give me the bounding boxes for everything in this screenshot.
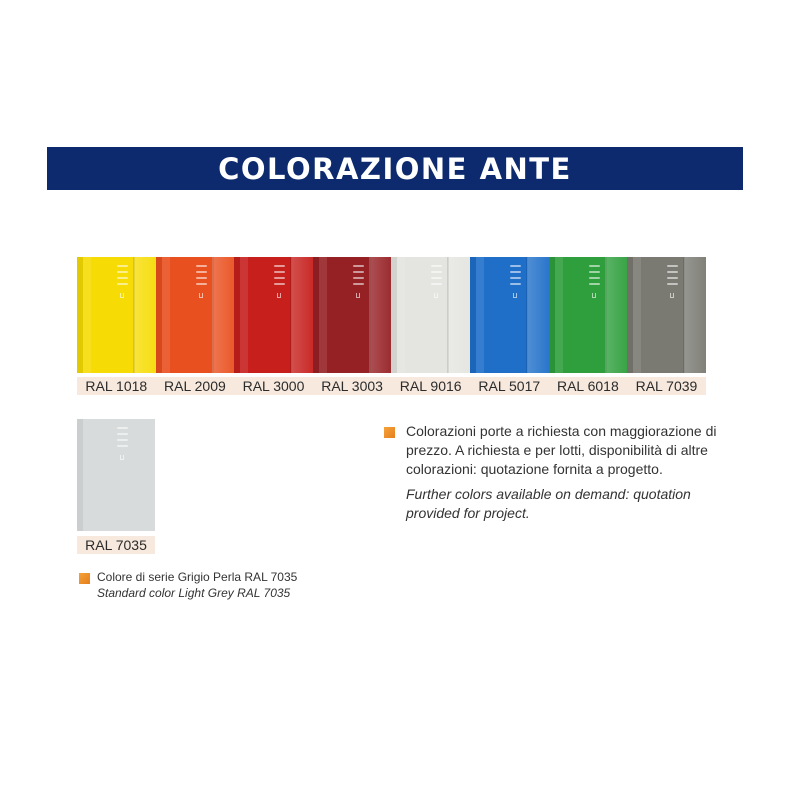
color-label: RAL 6018	[556, 378, 619, 394]
standard-color-note-italian: Colore di serie Grigio Perla RAL 7035	[97, 570, 298, 584]
color-label-row	[77, 377, 706, 395]
custom-colors-note	[406, 422, 736, 523]
color-label: RAL 3003	[321, 378, 383, 394]
color-swatch	[77, 257, 156, 373]
color-label: RAL 7039	[635, 378, 698, 394]
color-swatch	[627, 257, 706, 373]
custom-colors-note-italian: Colorazioni porte a richiesta con maggiorazione di prezzo. A richiesta e per lotti, disponibilità di altre colorazioni: quotazione fornita a progetto.	[406, 423, 717, 477]
standard-color-label: RAL 7035	[77, 536, 155, 554]
color-swatch	[549, 257, 628, 373]
color-label: RAL 2009	[164, 378, 226, 394]
color-label: RAL 9016	[399, 378, 462, 394]
color-label: RAL 5017	[478, 378, 541, 394]
color-label: RAL 3000	[242, 378, 305, 394]
custom-colors-note-english: Further colors available on demand: quotation provided for project.	[406, 486, 691, 521]
color-swatch	[313, 257, 392, 373]
orange-bullet-icon	[384, 427, 395, 438]
standard-color-note-english: Standard color Light Grey RAL 7035	[97, 586, 291, 600]
standard-color-note	[97, 569, 357, 601]
standard-color-swatch	[77, 419, 155, 531]
orange-bullet-icon	[79, 573, 90, 584]
color-swatch	[391, 257, 470, 373]
color-label: RAL 1018	[85, 378, 148, 394]
color-swatch	[234, 257, 313, 373]
header-banner	[47, 147, 743, 190]
color-swatch-row	[77, 257, 706, 373]
color-swatch	[156, 257, 235, 373]
color-swatch	[470, 257, 549, 373]
page-title: COLORAZIONE ANTE	[218, 151, 572, 186]
